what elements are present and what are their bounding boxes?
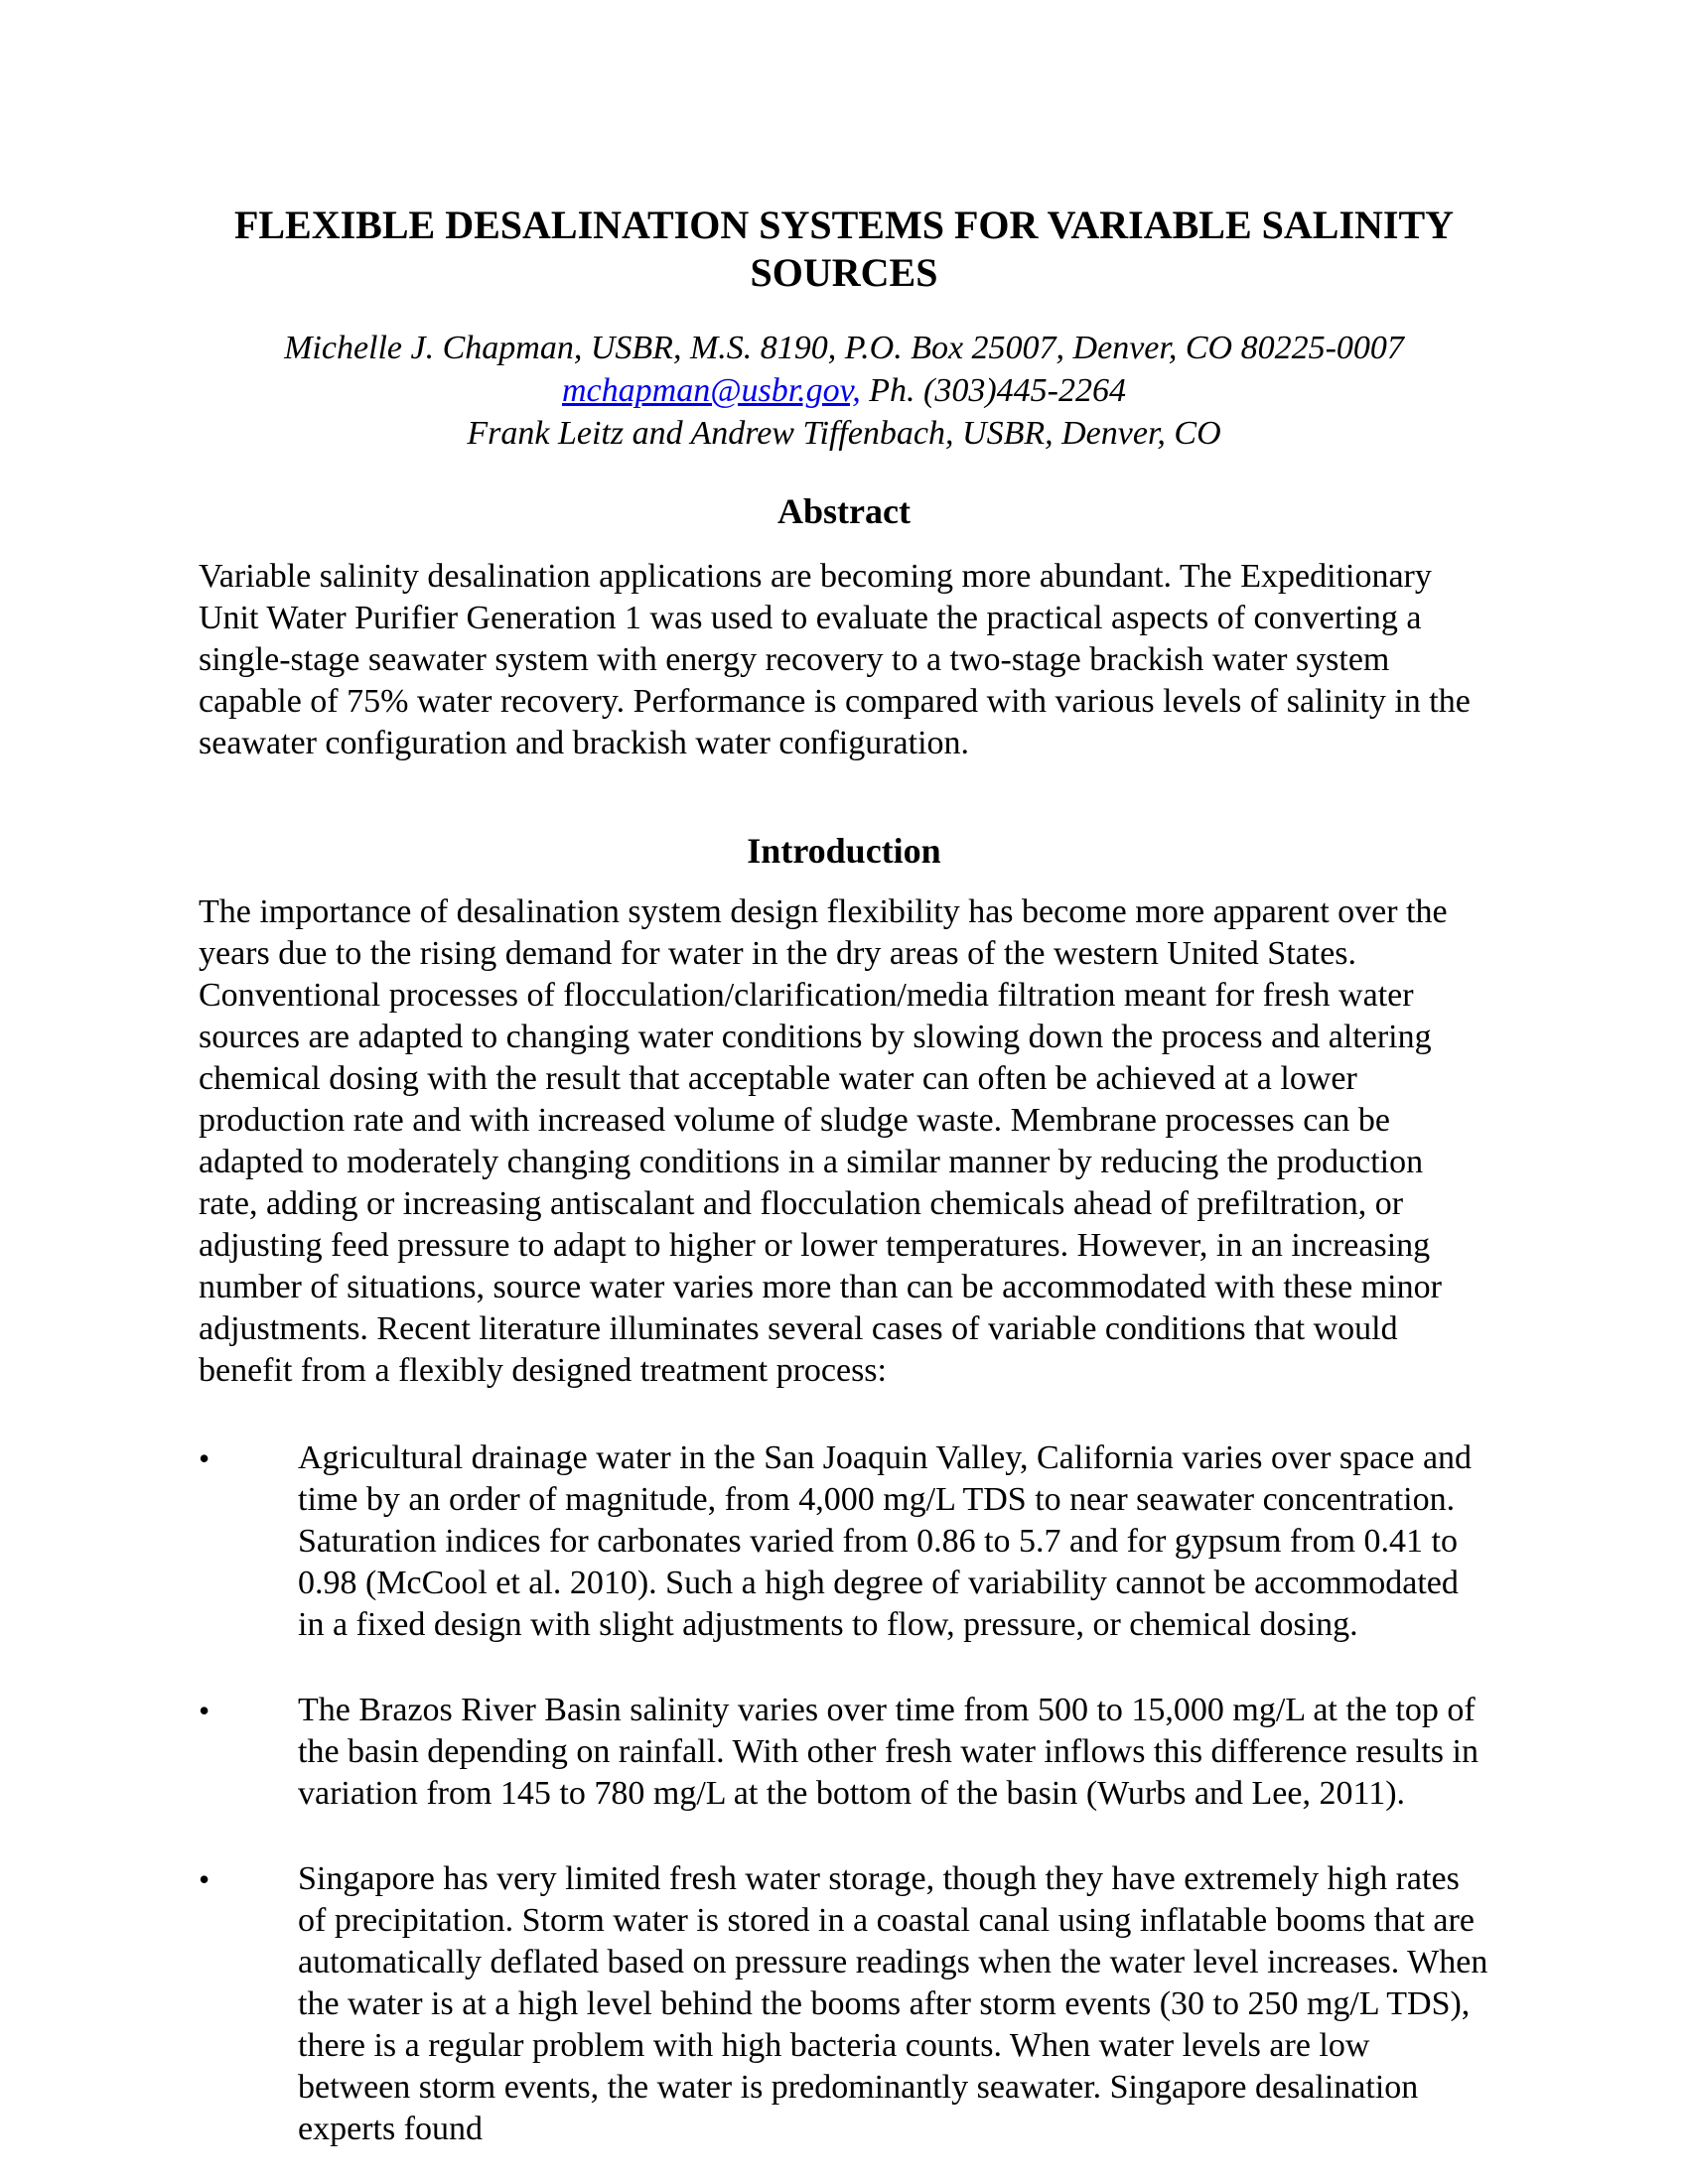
paper-title-line-2: SOURCES xyxy=(750,250,938,295)
bullet-icon: • xyxy=(199,1440,211,1476)
bullet-list xyxy=(199,1437,1489,2150)
email-link[interactable]: mchapman@usbr.gov, xyxy=(562,372,861,409)
author-line-contact xyxy=(199,369,1489,412)
bullet-icon: • xyxy=(199,1861,211,1897)
introduction-paragraph: The importance of desalination system design flexibility has become more apparent over the years due to the rising demand for water in the dry areas of the western United States. Conventional processes of flocculation/clarification/media filtration meant for fresh water sources are adapted to changing water conditions by slowing down the process and altering chemical dosing with the result that acceptable water can often be achieved at a lower production rate and with increased volume of sludge waste. Membrane processes can be adapted to moderately changing conditions in a similar manner by reducing the production rate, adding or increasing antiscalant and flocculation chemicals ahead of prefiltration, or adjusting feed pressure to adapt to higher or lower temperatures. However, in an increasing number of situations, source water varies more than can be accommodated with these minor adjustments. Recent literature illuminates several cases of variable conditions that would benefit from a flexibly designed treatment process: xyxy=(199,893,1448,1389)
phone-text: Ph. (303)445-2264 xyxy=(860,372,1126,409)
abstract-paragraph: Variable salinity desalination applications are becoming more abundant. The Expeditionary Unit Water Purifier Generation 1 was used to evaluate the practical aspects of converting a single-stage seawater system with energy recovery to a two-stage brackish water system capable of 75% water recovery. Performance is compared with various levels of salinity in the seawater configuration and brackish water configuration. xyxy=(199,558,1471,761)
bullet-text-singapore: Singapore has very limited fresh water storage, though they have extremely high rates of precipitation. Storm water is stored in a coastal canal using inflatable booms that are automatically deflated based on pressure readings when the water level increases. When the water is at a high level behind the booms after storm events (30 to 250 mg/L TDS), there is a regular problem with high bacteria counts. When water levels are low between storm events, the water is predominantly seawater. Singapore desalination experts found xyxy=(298,1860,1488,2147)
list-item xyxy=(199,1437,1489,1646)
paper-title xyxy=(199,202,1489,297)
author-line-secondary: Frank Leitz and Andrew Tiffenbach, USBR, Denver, CO xyxy=(467,415,1221,452)
author-line-primary: Michelle J. Chapman, USBR, M.S. 8190, P.O. Box 25007, Denver, CO 80225-0007 xyxy=(284,330,1404,366)
list-item xyxy=(199,1858,1489,2150)
paper-title-line-1: FLEXIBLE DESALINATION SYSTEMS FOR VARIABLE SALINITY xyxy=(233,203,1455,247)
list-item xyxy=(199,1690,1489,1815)
bullet-icon: • xyxy=(199,1693,211,1728)
author-block xyxy=(199,327,1489,455)
abstract-heading: Abstract xyxy=(777,491,911,531)
introduction-heading: Introduction xyxy=(747,831,941,871)
bullet-text-san-joaquin: Agricultural drainage water in the San Joaquin Valley, California varies over space and time by an order of magnitude, from 4,000 mg/L TDS to near seawater concentration. Saturation indices for carbonates varied from 0.86 to 5.7 and for gypsum from 0.41 to 0.98 (McCool et al. 2010). Such a high degree of variability cannot be accommodated in a fixed design with slight adjustments to flow, pressure, or chemical dosing. xyxy=(298,1439,1473,1643)
bullet-text-brazos-river: The Brazos River Basin salinity varies over time from 500 to 15,000 mg/L at the top of the basin depending on rainfall. With other fresh water inflows this difference results in variation from 145 to 780 mg/L at the bottom of the basin (Wurbs and Lee, 2011). xyxy=(298,1692,1478,1812)
